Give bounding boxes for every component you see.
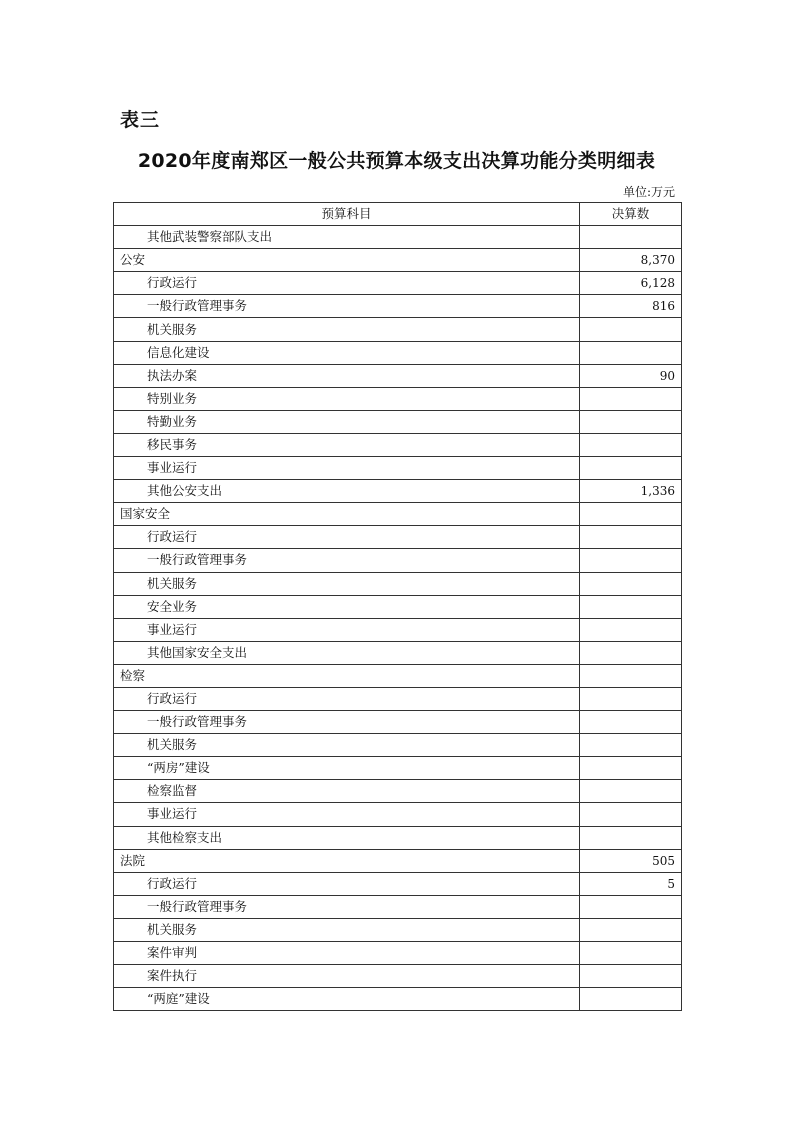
table-row — [114, 849, 682, 872]
table-row — [114, 942, 682, 965]
table-body — [114, 226, 682, 1011]
row-item-name: 案件审判 — [114, 942, 580, 965]
table-row — [114, 965, 682, 988]
row-amount — [580, 918, 682, 941]
table-row — [114, 618, 682, 641]
row-item-name: “两房”建设 — [114, 757, 580, 780]
table-row — [114, 734, 682, 757]
table-row — [114, 341, 682, 364]
row-amount: 505 — [580, 849, 682, 872]
table-row — [114, 872, 682, 895]
row-item-name: 执法办案 — [114, 364, 580, 387]
header-item: 预算科目 — [114, 203, 580, 226]
table-row — [114, 433, 682, 456]
row-amount — [580, 410, 682, 433]
table-row — [114, 226, 682, 249]
row-item-name: 行政运行 — [114, 687, 580, 710]
row-item-name: 事业运行 — [114, 457, 580, 480]
row-item-name: “两庭”建设 — [114, 988, 580, 1011]
row-amount — [580, 595, 682, 618]
row-item-name: 安全业务 — [114, 595, 580, 618]
row-item-name: 一般行政管理事务 — [114, 895, 580, 918]
row-amount — [580, 226, 682, 249]
row-item-name: 移民事务 — [114, 433, 580, 456]
row-amount — [580, 803, 682, 826]
table-row — [114, 549, 682, 572]
row-item-name: 其他国家安全支出 — [114, 641, 580, 664]
row-item-name: 一般行政管理事务 — [114, 295, 580, 318]
row-item-name: 一般行政管理事务 — [114, 711, 580, 734]
row-amount — [580, 711, 682, 734]
table-row — [114, 664, 682, 687]
row-amount — [580, 757, 682, 780]
row-amount: 816 — [580, 295, 682, 318]
row-item-name: 检察 — [114, 664, 580, 687]
row-amount — [580, 780, 682, 803]
row-amount — [580, 549, 682, 572]
row-amount — [580, 618, 682, 641]
row-amount — [580, 734, 682, 757]
row-item-name: 其他武装警察部队支出 — [114, 226, 580, 249]
table-row — [114, 895, 682, 918]
table-row — [114, 503, 682, 526]
row-item-name: 行政运行 — [114, 272, 580, 295]
row-item-name: 检察监督 — [114, 780, 580, 803]
table-row — [114, 272, 682, 295]
table-row — [114, 826, 682, 849]
table-row — [114, 457, 682, 480]
row-amount: 1,336 — [580, 480, 682, 503]
row-amount — [580, 433, 682, 456]
table-row — [114, 318, 682, 341]
table-row — [114, 387, 682, 410]
row-amount — [580, 526, 682, 549]
table-row — [114, 595, 682, 618]
table-row — [114, 526, 682, 549]
row-amount: 8,370 — [580, 249, 682, 272]
table-row — [114, 410, 682, 433]
row-amount — [580, 687, 682, 710]
table-row — [114, 918, 682, 941]
table-row — [114, 988, 682, 1011]
row-item-name: 法院 — [114, 849, 580, 872]
table-row — [114, 295, 682, 318]
row-amount — [580, 341, 682, 364]
row-item-name: 公安 — [114, 249, 580, 272]
table-row — [114, 780, 682, 803]
row-item-name: 国家安全 — [114, 503, 580, 526]
row-item-name: 机关服务 — [114, 734, 580, 757]
row-amount — [580, 641, 682, 664]
row-amount — [580, 572, 682, 595]
row-item-name: 机关服务 — [114, 572, 580, 595]
row-item-name: 行政运行 — [114, 526, 580, 549]
table-header-row — [114, 203, 682, 226]
table-row — [114, 803, 682, 826]
unit-label: 单位:万元 — [622, 185, 675, 199]
header-amount: 决算数 — [580, 203, 682, 226]
row-item-name: 其他检察支出 — [114, 826, 580, 849]
budget-table — [113, 202, 682, 1011]
table-row — [114, 480, 682, 503]
row-item-name: 特勤业务 — [114, 410, 580, 433]
row-amount — [580, 988, 682, 1011]
row-amount — [580, 318, 682, 341]
row-amount — [580, 895, 682, 918]
row-amount — [580, 826, 682, 849]
row-amount — [580, 457, 682, 480]
row-item-name: 一般行政管理事务 — [114, 549, 580, 572]
row-item-name: 行政运行 — [114, 872, 580, 895]
row-amount: 90 — [580, 364, 682, 387]
row-item-name: 事业运行 — [114, 618, 580, 641]
row-amount — [580, 965, 682, 988]
row-amount — [580, 503, 682, 526]
row-amount: 5 — [580, 872, 682, 895]
row-amount: 6,128 — [580, 272, 682, 295]
table-row — [114, 687, 682, 710]
row-amount — [580, 942, 682, 965]
table-row — [114, 711, 682, 734]
row-item-name: 特别业务 — [114, 387, 580, 410]
row-amount — [580, 664, 682, 687]
row-item-name: 事业运行 — [114, 803, 580, 826]
page-title: 2020年度南郑区一般公共预算本级支出决算功能分类明细表 — [137, 150, 656, 172]
table-row — [114, 757, 682, 780]
row-item-name: 其他公安支出 — [114, 480, 580, 503]
row-amount — [580, 387, 682, 410]
table-label: 表三 — [120, 109, 161, 131]
table-row — [114, 364, 682, 387]
row-item-name: 案件执行 — [114, 965, 580, 988]
table-row — [114, 249, 682, 272]
table-row — [114, 572, 682, 595]
row-item-name: 信息化建设 — [114, 341, 580, 364]
row-item-name: 机关服务 — [114, 918, 580, 941]
table-row — [114, 641, 682, 664]
row-item-name: 机关服务 — [114, 318, 580, 341]
